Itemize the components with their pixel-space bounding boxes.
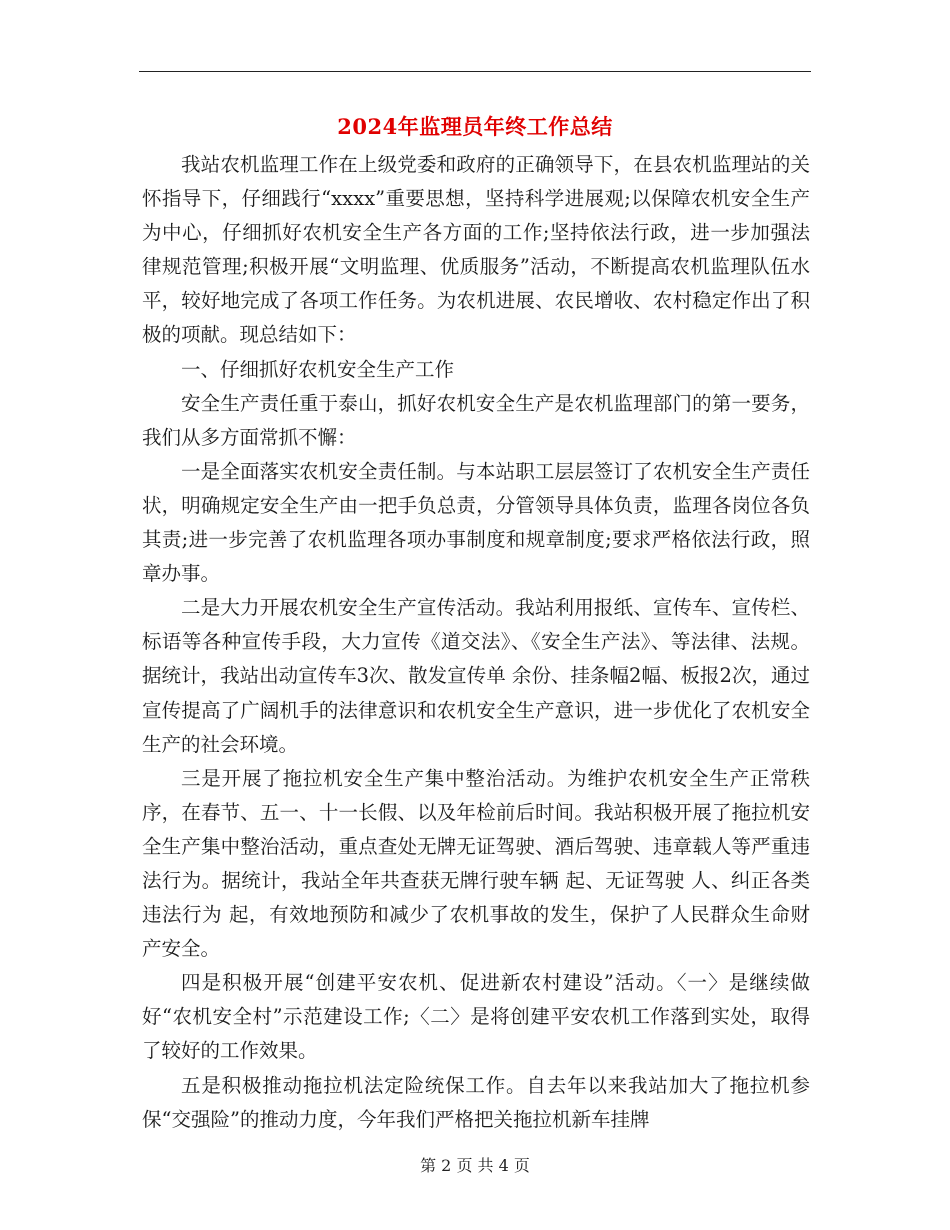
paragraph-item-3: 三是开展了拖拉机安全生产集中整治活动。为维护农机安全生产正常秩序，在春节、五一、十一长假、以及年检前后时间。我站积极开展了拖拉机安全生产集中整治活动，重点查处无牌无证驾驶、酒后驾驶、违章载人等严重违法行为。据统计，我站全年共查获无牌行驶车辆 起、无证驾驶 人、纠正各类违法行为 起，有效地预防和减少了农机事故的发生，保护了人民群众生命财产安全。 — [142, 766, 810, 961]
paragraph-intro: 我站农机监理工作在上级党委和政府的正确领导下，在县农机监理站的关怀指导下，仔细践行“xxxx”重要思想，坚持科学进展观;以保障农机安全生产为中心，仔细抓好农机安全生产各方面的工作;坚持依法行政，进一步加强法律规范管理;积极开展“文明监理、优质服务”活动，不断提高农机监理队伍水平，较好地完成了各项工作任务。为农机进展、农民增收、农村稳定作出了积极的项献。现总结如下： — [142, 153, 810, 347]
section-heading-1: 一、仔细抓好农机安全生产工作 — [181, 357, 455, 381]
document-body — [142, 148, 810, 1137]
paragraph-safety-priority: 安全生产责任重于泰山，抓好农机安全生产是农机监理部门的第一要务，我们从多方面常抓不懈： — [142, 391, 810, 449]
page-number-footer: 第 2 页 共 4 页 — [420, 1156, 530, 1175]
paragraph-item-2: 二是大力开展农机安全生产宣传活动。我站利用报纸、宣传车、宣传栏、标语等各种宣传手段，大力宣传《道交法》、《安全生产法》、等法律、法规。据统计，我站出动宣传车3次、散发宣传单 余份、挂条幅2幅、板报2次，通过宣传提高了广阔机手的法律意识和农机安全生产意识，进一步优化了农机安全生产的社会环境。 — [142, 596, 810, 756]
paragraph-item-4: 四是积极开展“创建平安农机、促进新农村建设”活动。〈一〉是继续做好“农机安全村”示范建设工作;〈二〉是将创建平安农机工作落到实处，取得了较好的工作效果。 — [142, 971, 810, 1063]
paragraph-item-5: 五是积极推动拖拉机法定险统保工作。自去年以来我站加大了拖拉机参保“交强险”的推动力度，今年我们严格把关拖拉机新车挂牌 — [142, 1073, 810, 1131]
document-title: 2024年监理员年终工作总结 — [337, 114, 613, 139]
header-rule — [139, 71, 811, 72]
paragraph-item-1: 一是全面落实农机安全责任制。与本站职工层层签订了农机安全生产责任状，明确规定安全生产由一把手负总责，分管领导具体负责，监理各岗位各负其责;进一步完善了农机监理各项办事制度和规章制度;要求严格依法行政，照章办事。 — [142, 459, 810, 586]
